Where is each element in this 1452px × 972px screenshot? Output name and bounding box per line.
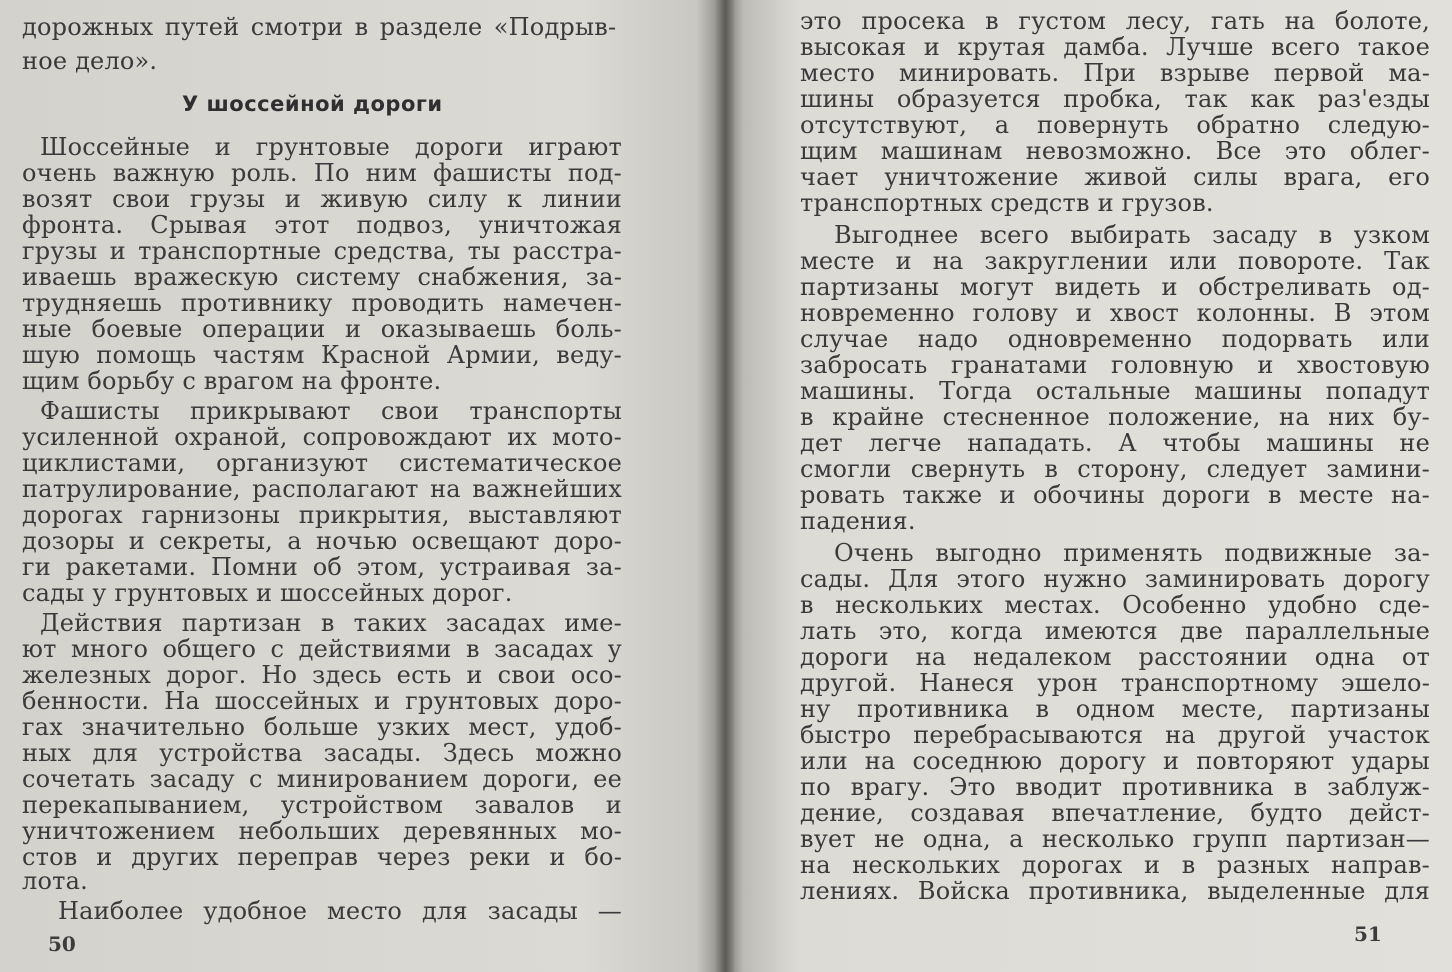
left-line: патрулирование, располагают на важнейших	[22, 475, 622, 503]
left-line: железных дорог. Но здесь есть и свои осо-	[22, 661, 622, 689]
right-line: падения.	[800, 507, 916, 535]
left-line: Шоссейные и грунтовые дороги играют	[40, 133, 622, 161]
right-line: сады. Для этого нужно заминировать дорогу	[800, 565, 1430, 593]
right-line: партизаны могут видеть и обстреливать од-	[800, 273, 1430, 301]
book-gutter	[716, 0, 734, 972]
left-line: ное дело».	[22, 47, 158, 75]
left-line: дорогах гарнизоны прикрытия, выставляют	[22, 501, 622, 529]
left-line: бенности. На шоссейных и грунтовых доро-	[22, 687, 622, 715]
right-line: ровать также и обочины дороги в месте на-	[800, 481, 1430, 509]
right-line: новременно голову и хвост колонны. В этом	[800, 299, 1430, 327]
right-line: по врагу. Это вводит противника в заблуж-	[800, 773, 1430, 801]
right-line: в крайне стесненное положение, на них бу-	[800, 403, 1430, 431]
left-line: щим борьбу с врагом на фронте.	[22, 367, 442, 395]
left-line: очень важную роль. По ним фашисты под-	[22, 159, 622, 187]
right-line: чает уничтожение живой силы врага, его	[800, 163, 1430, 191]
right-line: место минировать. При взрыве первой ма-	[800, 59, 1430, 87]
right-line: забросать гранатами головную и хвостовую	[800, 351, 1430, 379]
right-line: лениях. Войска противника, выделенные для	[800, 877, 1430, 905]
left-line: фронта. Срывая этот подвоз, уничтожая	[22, 211, 622, 239]
right-line: вует не одна, а несколько групп партизан—	[800, 825, 1430, 853]
right-line: Очень выгодно применять подвижные за-	[834, 539, 1430, 567]
right-line: это просека в густом лесу, гать на болоте,	[800, 7, 1430, 35]
right-line: в нескольких местах. Особенно удобно сде-	[800, 591, 1430, 619]
left-line: перекапыванием, устройством завалов и	[22, 791, 622, 819]
left-line: сочетать засаду с минированием дороги, ее	[22, 765, 622, 793]
left-line: иваешь вражескую систему снабжения, за-	[22, 263, 622, 291]
left-line: ги ракетами. Помни об этом, устраивая за-	[22, 553, 622, 581]
left-line: сады у грунтовых и шоссейных дорог.	[22, 579, 513, 607]
left-line: стов и других переправ через реки и бо-	[22, 843, 622, 871]
left-line: грузы и транспортные средства, ты расстра-	[22, 237, 622, 265]
right-line: машины. Тогда остальные машины попадут	[800, 377, 1430, 405]
left-line: ные боевые операции и оказываешь боль-	[22, 315, 622, 343]
left-line: ных для устройства засады. Здесь можно	[22, 739, 622, 767]
section-heading: У шоссейной дороги	[182, 92, 443, 116]
right-line: отсутствуют, а повернуть обратно следую-	[800, 111, 1430, 139]
right-line: дороги на недалеком расстоянии одна от	[800, 643, 1430, 671]
left-line: Наиболее удобное место для засады —	[58, 897, 622, 925]
right-line: смогли свернуть в сторону, следует замини-	[800, 455, 1430, 483]
right-line: высокая и крутая дамба. Лучше всего такое	[800, 33, 1430, 61]
left-line: лота.	[22, 867, 88, 895]
left-line: Действия партизан в таких засадах име-	[40, 609, 622, 637]
left-line: уничтожением небольших деревянных мо-	[22, 817, 622, 845]
right-line: случае надо одновременно подорвать или	[800, 325, 1430, 353]
left-line: циклистами, организуют систематическое	[22, 449, 622, 477]
right-line: транспортных средств и грузов.	[800, 189, 1214, 217]
left-line: гах значительно больше узких мест, удоб-	[22, 713, 622, 741]
right-line: дет легче нападать. А чтобы машины не	[800, 429, 1430, 457]
left-line: возят свои грузы и живую силу к линии	[22, 185, 622, 213]
left-line: дорожных путей смотри в разделе «Подрыв-	[22, 13, 617, 41]
left-line: дозоры и секреты, а ночью освещают доро-	[22, 527, 622, 555]
left-line: Фашисты прикрывают свои транспорты	[40, 397, 622, 425]
right-line: на нескольких дорогах и в разных направ-	[800, 851, 1430, 879]
page-number-right: 51	[1354, 922, 1382, 946]
left-line: ют много общего с действиями в засадах у	[22, 635, 622, 663]
right-line: месте и на закруглении или повороте. Так	[800, 247, 1430, 275]
left-line: шую помощь частям Красной Армии, веду-	[22, 341, 622, 369]
page-number-left: 50	[48, 932, 76, 956]
right-line: или на соседнюю дорогу и повторяют удары	[800, 747, 1430, 775]
right-line: другой. Нанеся урон транспортному эшело-	[800, 669, 1430, 697]
left-line: трудняешь противнику проводить намечен-	[22, 289, 622, 317]
right-line: щим машинам невозможно. Все это облег-	[800, 137, 1430, 165]
right-line: шины образуется пробка, так как раз'езды	[800, 85, 1430, 113]
right-line: ну противника в одном месте, партизаны	[800, 695, 1430, 723]
right-line: быстро перебрасываются на другой участок	[800, 721, 1430, 749]
right-line: лать это, когда имеются две параллельные	[800, 617, 1430, 645]
left-line: усиленной охраной, сопровождают их мото-	[22, 423, 622, 451]
right-line: Выгоднее всего выбирать засаду в узком	[834, 221, 1430, 249]
right-line: дение, создавая впечатление, будто дейст-	[800, 799, 1430, 827]
